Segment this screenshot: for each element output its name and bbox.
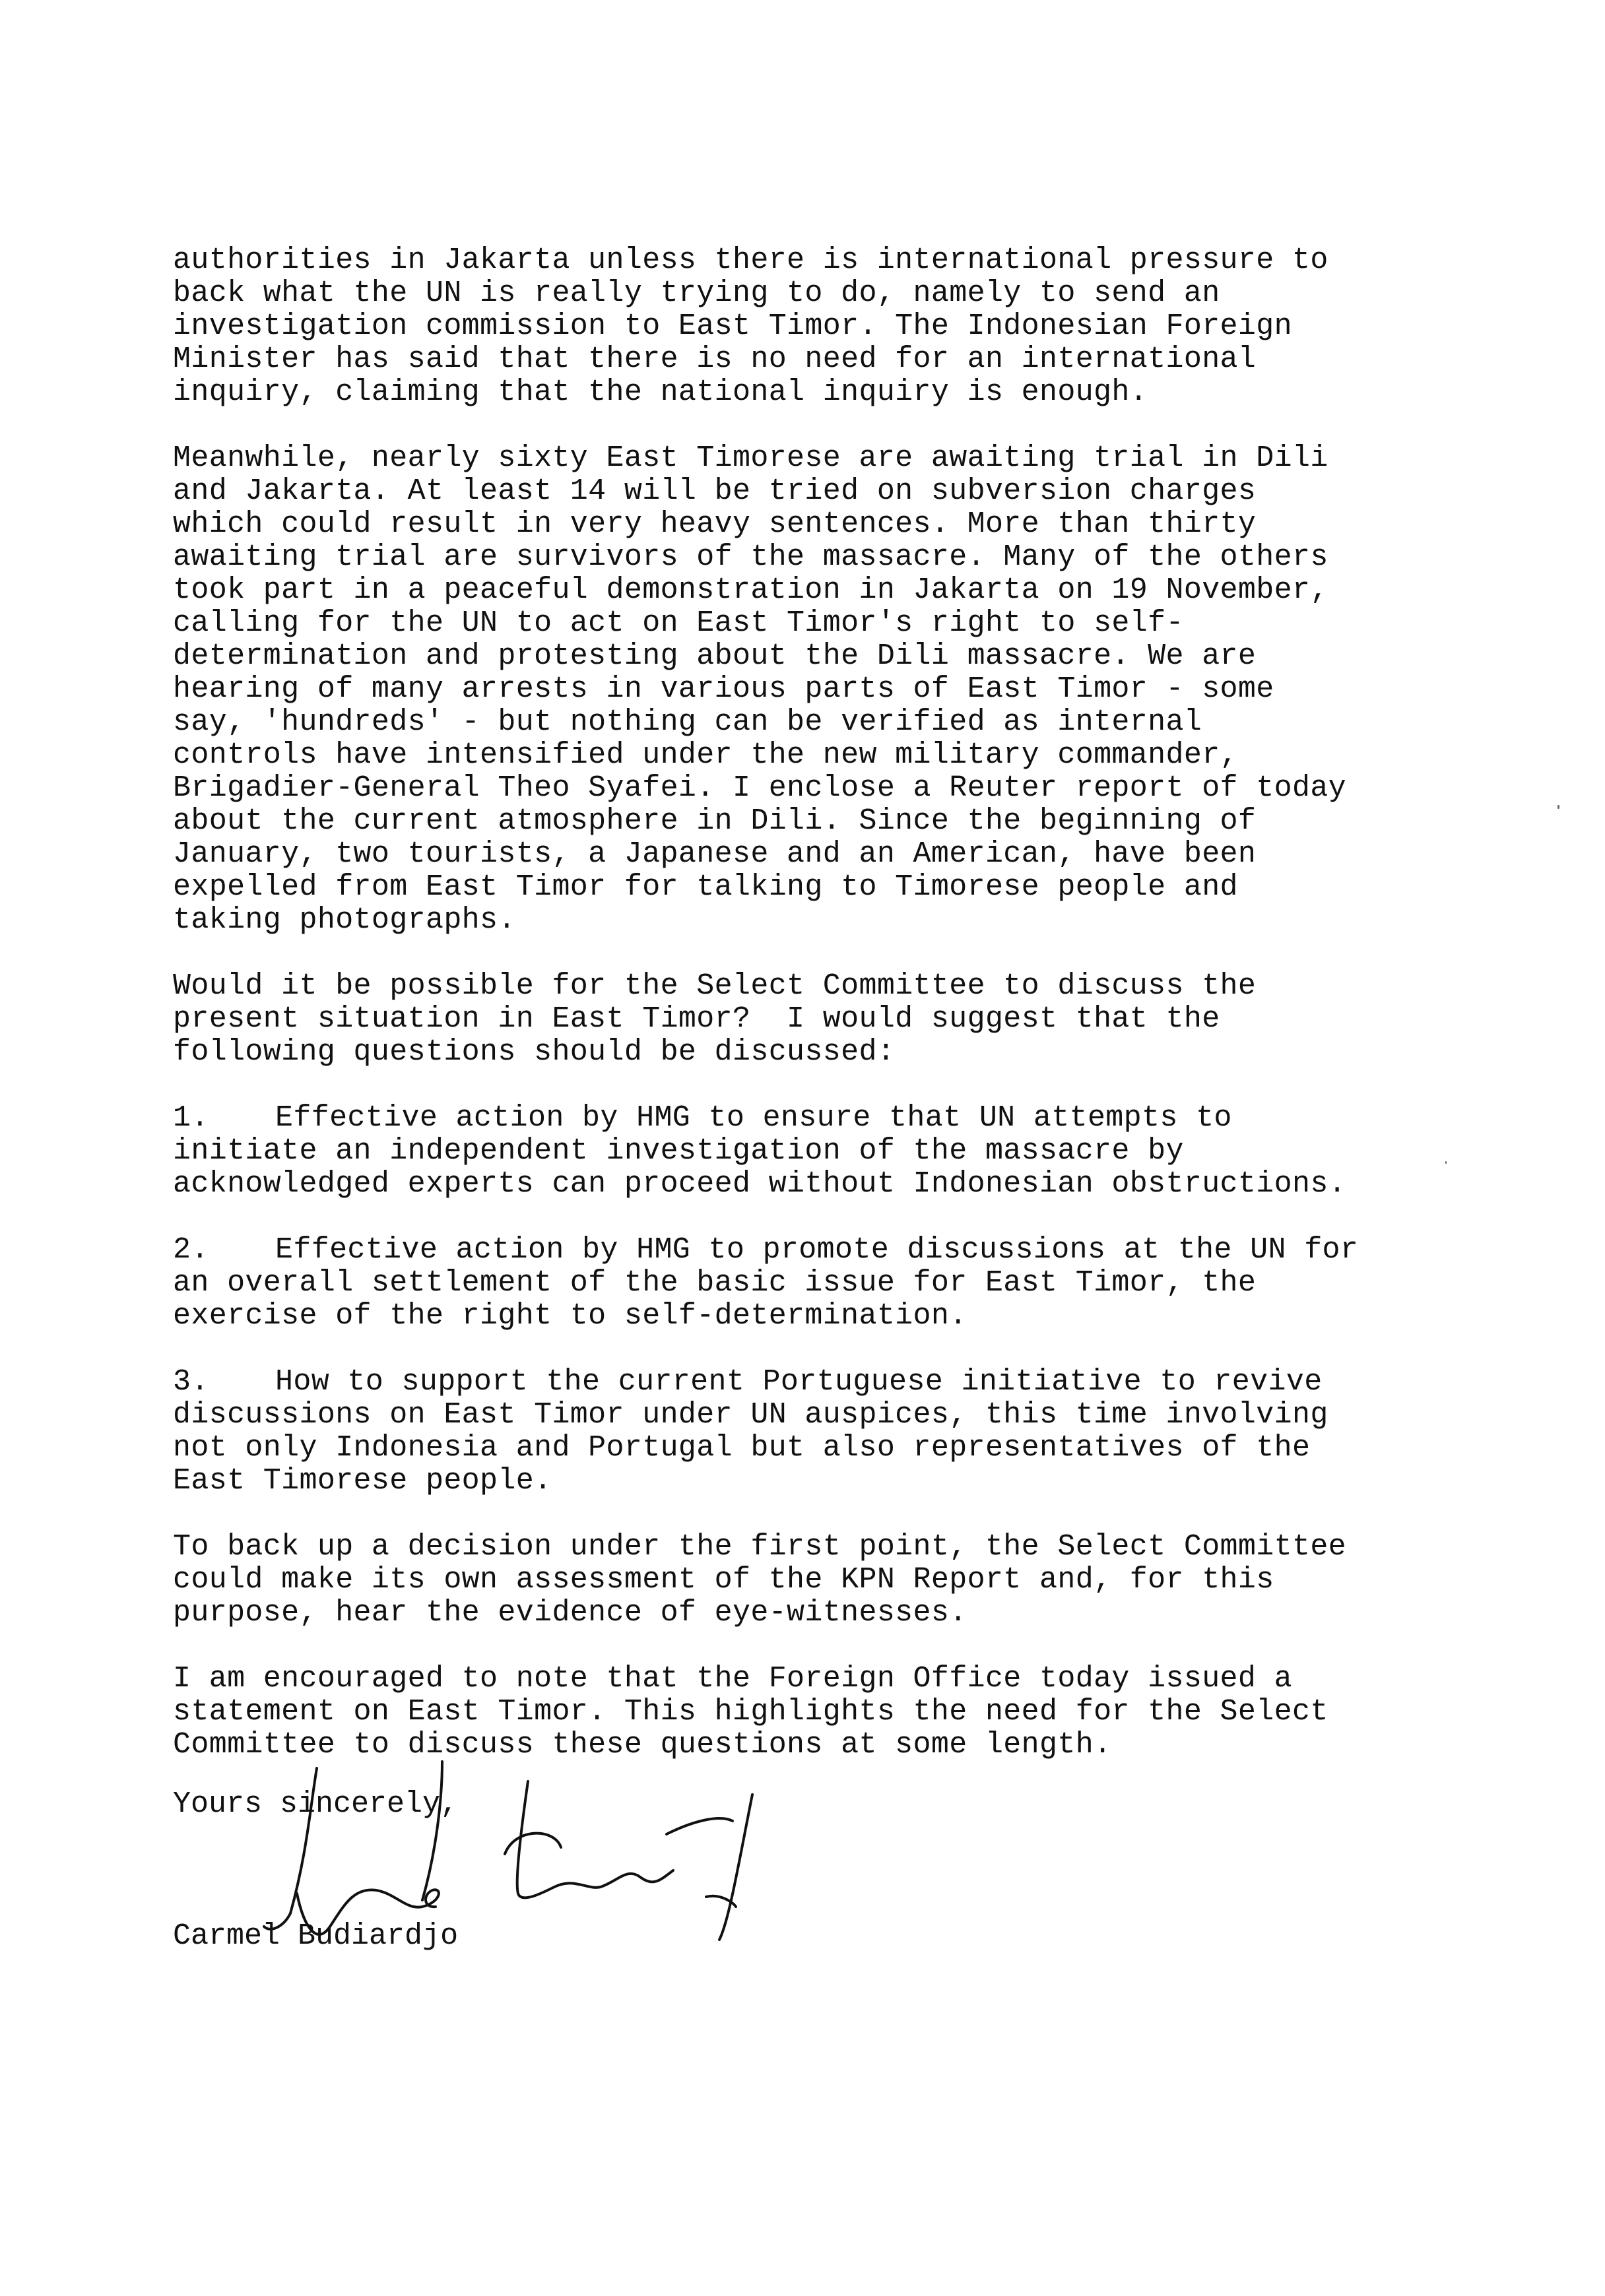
closing-salutation: Yours sincerely, xyxy=(173,1787,459,1821)
paragraph-1 xyxy=(173,244,1519,409)
item-number: 1. xyxy=(173,1101,209,1135)
text-line: To back up a decision under the first point, the Select Committee xyxy=(173,1530,1347,1564)
text-line: taking photographs. xyxy=(173,903,516,937)
text-line: initiate an independent investigation of the massacre by xyxy=(173,1134,1184,1168)
text-line: acknowledged experts can proceed without Indonesian obstructions. xyxy=(173,1167,1347,1201)
text-line: Brigadier-General Theo Syafei. I enclose a Reuter report of today xyxy=(173,771,1347,805)
text-line: discussions on East Timor under UN auspices, this time involving xyxy=(173,1398,1328,1432)
paragraph-7 xyxy=(173,1531,1519,1630)
text-line: calling for the UN to act on East Timor's right to self- xyxy=(173,606,1184,640)
signer-name: Carmel Budiardjo xyxy=(173,1919,459,1953)
item-number: 3. xyxy=(173,1365,209,1399)
text-line: back what the UN is really trying to do, namely to send an xyxy=(173,276,1220,310)
text-line: determination and protesting about the Dili massacre. We are xyxy=(173,639,1257,673)
text-line: following questions should be discussed: xyxy=(173,1035,896,1069)
text-line: controls have intensified under the new military commander, xyxy=(173,738,1238,772)
text-line: which could result in very heavy sentences. More than thirty xyxy=(173,507,1257,541)
text-line: hearing of many arrests in various parts of East Timor - some xyxy=(173,672,1274,706)
text-line: Meanwhile, nearly sixty East Timorese are awaiting trial in Dili xyxy=(173,441,1328,475)
numbered-item-2 xyxy=(173,1234,1519,1333)
text-line: Effective action by HMG to promote discussions at the UN for xyxy=(275,1233,1359,1267)
text-line: expelled from East Timor for talking to Timorese people and xyxy=(173,870,1238,904)
text-line: Committee to discuss these questions at some length. xyxy=(173,1728,1112,1762)
paragraph-2 xyxy=(173,442,1519,937)
scan-speck xyxy=(1557,805,1559,809)
text-line: How to support the current Portuguese initiative to revive xyxy=(275,1365,1323,1399)
numbered-item-3 xyxy=(173,1366,1519,1498)
text-line: exercise of the right to self-determination. xyxy=(173,1299,967,1333)
text-line: purpose, hear the evidence of eye-witnesses. xyxy=(173,1596,967,1630)
text-line: say, 'hundreds' - but nothing can be verified as internal xyxy=(173,705,1202,739)
scan-speck xyxy=(1445,1161,1447,1164)
paragraph-3 xyxy=(173,970,1519,1069)
text-line: about the current atmosphere in Dili. Since the beginning of xyxy=(173,804,1257,838)
text-line: Would it be possible for the Select Committee to discuss the xyxy=(173,969,1257,1003)
text-line: investigation commission to East Timor. The Indonesian Foreign xyxy=(173,309,1292,343)
letter-body xyxy=(173,244,1519,1795)
item-number: 2. xyxy=(173,1233,209,1267)
text-line: East Timorese people. xyxy=(173,1464,552,1498)
text-line: an overall settlement of the basic issue for East Timor, the xyxy=(173,1266,1257,1300)
text-line: and Jakarta. At least 14 will be tried on subversion charges xyxy=(173,474,1257,508)
text-line: authorities in Jakarta unless there is international pressure to xyxy=(173,243,1328,277)
text-line: Minister has said that there is no need for an international xyxy=(173,342,1257,376)
text-line: not only Indonesia and Portugal but also representatives of the xyxy=(173,1431,1311,1465)
text-line: awaiting trial are survivors of the massacre. Many of the others xyxy=(173,540,1328,574)
text-line: could make its own assessment of the KPN Report and, for this xyxy=(173,1563,1274,1597)
text-line: present situation in East Timor? I would suggest that the xyxy=(173,1002,1220,1036)
text-line: statement on East Timor. This highlights the need for the Select xyxy=(173,1695,1328,1729)
text-line: I am encouraged to note that the Foreign Office today issued a xyxy=(173,1662,1292,1696)
text-line: Effective action by HMG to ensure that UN attempts to xyxy=(275,1101,1232,1135)
text-line: January, two tourists, a Japanese and an American, have been xyxy=(173,837,1257,871)
numbered-item-1 xyxy=(173,1102,1519,1201)
text-line: inquiry, claiming that the national inquiry is enough. xyxy=(173,375,1148,409)
text-line: took part in a peaceful demonstration in Jakarta on 19 November, xyxy=(173,573,1328,607)
